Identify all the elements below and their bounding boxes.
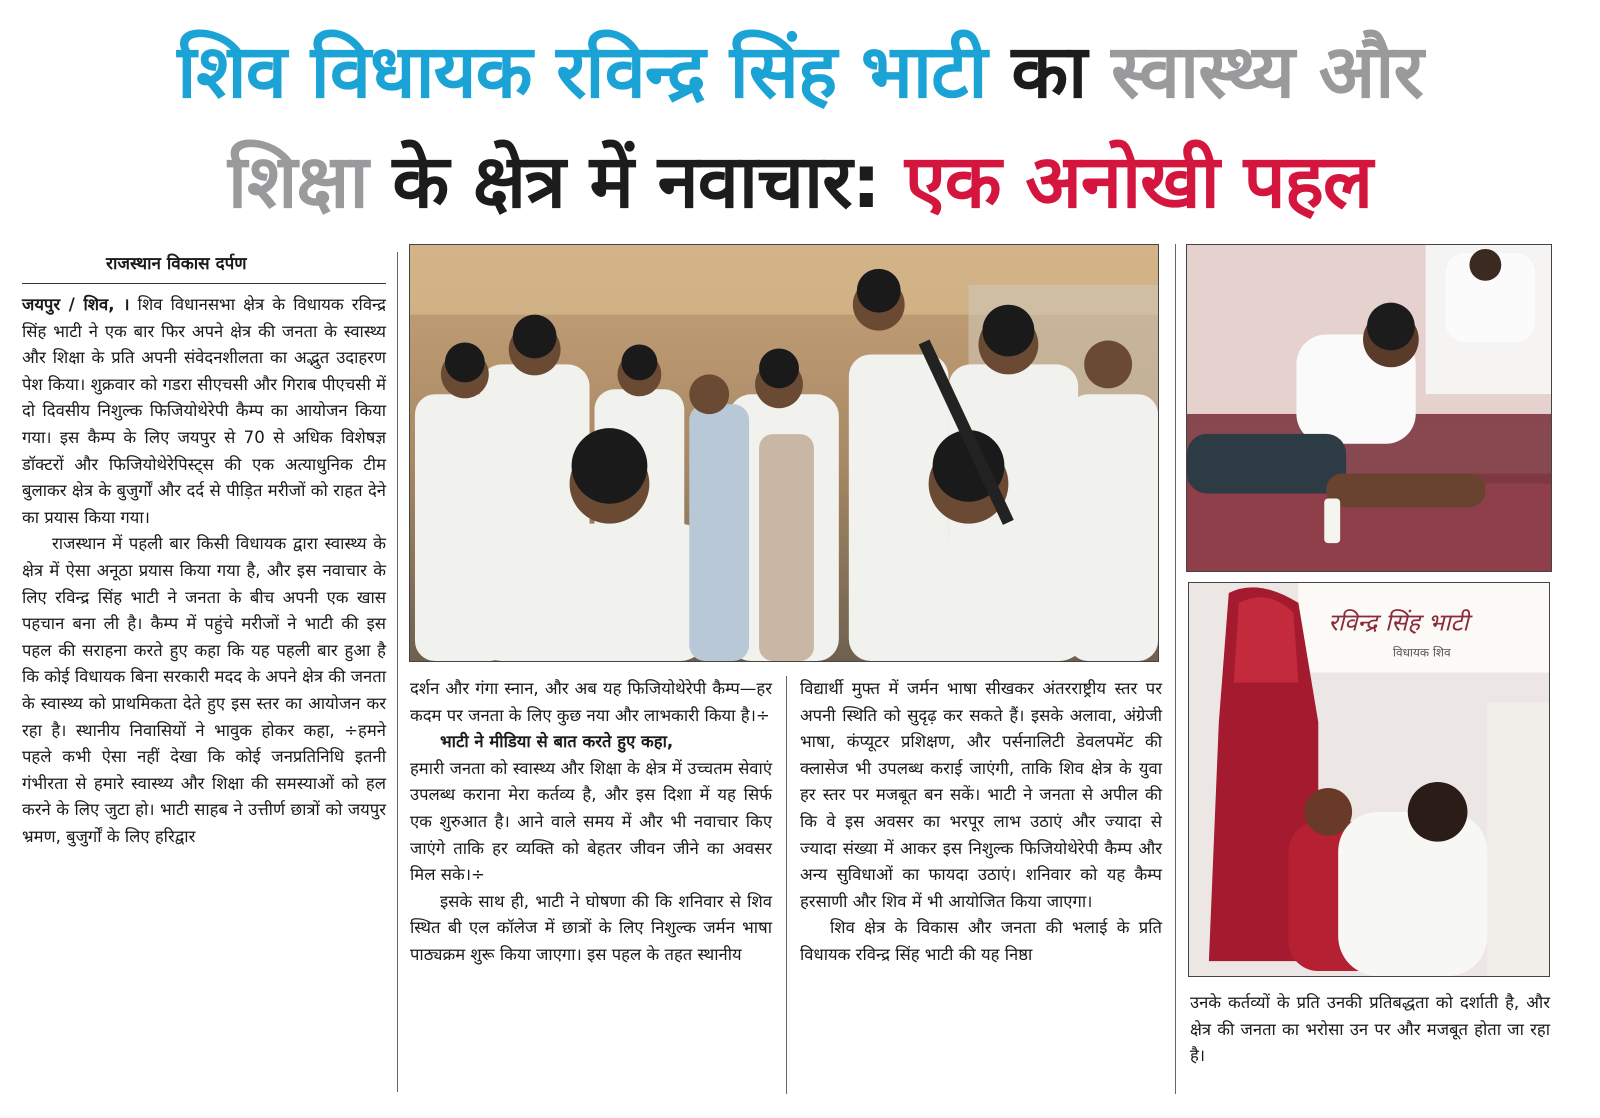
headline-line-1 [0, 22, 1600, 122]
article-column-3 [800, 676, 1162, 1096]
physiotherapy-illustration [1187, 245, 1551, 571]
headline-line-2 [0, 132, 1600, 232]
article-paragraph [22, 292, 386, 531]
headline-part-gray: स्वास्थ्य और [1111, 29, 1423, 115]
article-paragraph: इसके साथ ही, भाटी ने घोषणा की कि शनिवार से शिव स्थित बी एल कॉलेज में छात्रों के लिए निशुल्क जर्मन भाषा पाठ्यक्रम शुरू किया जाएगा। इस पहल के तहत स्थानीय [410, 891, 772, 964]
headline-part-red: एक अनोखी पहल [904, 139, 1373, 225]
article-paragraph: शिव क्षेत्र के विकास और जनता की भलाई के प्रति विधायक रविन्द्र सिंह भाटी की यह निष्ठा [800, 918, 1162, 964]
article-paragraph: विद्यार्थी मुफ्त में जर्मन भाषा सीखकर अंतरराष्ट्रीय स्तर पर अपनी स्थिति को सुदृढ़ कर सकते हैं। इसके अलावा, अंग्रेजी भाषा, कंप्यूटर प्रशिक्षण, और पर्सनालिटी डेवलपमेंट की क्लासेज भी उपलब्ध कराई जाएंगी, ताकि शिव क्षेत्र के युवा हर स्तर पर मजबूत बन सकें। भाटी ने जनता से अपील की कि वे इस अवसर का भरपूर लाभ उठाएं और ज्यादा से ज्यादा संख्या में आकर इस निशुल्क फिजियोथेरेपी कैम्प और अन्य सुविधाओं का फायदा उठाएं। शनिवार को यह कैम्प हरसाणी और शिव में भी आयोजित किया जाएगा। [800, 679, 1162, 911]
quote-subhead: भाटी ने मीडिया से बात करते हुए कहा, [440, 732, 674, 752]
article-paragraph: दर्शन और गंगा स्नान, और अब यह फिजियोथेरेपी कैम्प—हर कदम पर जनता के लिए कुछ नया और लाभकारी किया है।÷ [410, 679, 772, 725]
main-photo-crowd [409, 244, 1159, 662]
headline-part-gray-2: शिक्षा [227, 139, 368, 225]
banner-name-text: रविन्द्र सिंह भाटी [1328, 608, 1469, 637]
byline [22, 250, 386, 284]
banner-title-text: विधायक शिव [1392, 645, 1451, 660]
headline-part-blue: शिव विधायक रविन्द्र सिंह भाटी [177, 29, 987, 115]
article-column-4 [1190, 990, 1550, 1100]
headline-part-black-2: के क्षेत्र में नवाचार: [392, 139, 881, 225]
camp-photo-illustration [1189, 583, 1549, 976]
article-column-1 [22, 292, 386, 1092]
byline-text: राजस्थान विकास दर्पण [106, 254, 247, 274]
column-divider [397, 252, 398, 1092]
column-divider [1175, 244, 1176, 1094]
article-paragraph: उनके कर्तव्यों के प्रति उनकी प्रतिबद्धता को दर्शाती है, और क्षेत्र की जनता का भरोसा उन पर और मजबूत होता जा रहा है। [1190, 993, 1550, 1066]
article-paragraph: हमारी जनता को स्वास्थ्य और शिक्षा के क्षेत्र में उच्चतम सेवाएं उपलब्ध कराना मेरा कर्तव्य है, और इस दिशा में यह सिर्फ एक शुरुआत है। आने वाले समय में और भी नवाचार किए जाएंगे ताकि हर व्यक्ति को बेहतर जीवन जीने का अवसर मिल सके।÷ [410, 758, 772, 885]
article-paragraph: राजस्थान में पहली बार किसी विधायक द्वारा स्वास्थ्य के क्षेत्र में ऐसा अनूठा प्रयास किया गया है, और इस नवाचार के लिए रविन्द्र सिंह भाटी ने जनता के बीच अपनी एक खास पहचान बना ली है। कैम्प में पहुंचे मरीजों ने भाटी की इस पहल की सराहना करते हुए कहा कि यह पहली बार हुआ है कि कोई विधायक बिना सरकारी मदद के अपने क्षेत्र की जनता के स्वास्थ्य को प्राथमिकता देते हुए इस स्तर का आयोजन कर रहा है। स्थानीय निवासियों ने भावुक होकर कहा, ÷हमने पहले कभी ऐसा नहीं देखा कि कोई जनप्रतिनिधि इतनी गंभीरता से हमारे स्वास्थ्य और शिक्षा की समस्याओं को हल करने के लिए जुटा हो। भाटी साहब ने उत्तीर्ण छात्रों को जयपुर भ्रमण, बुजुर्गों के लिए हरिद्वार [22, 534, 386, 846]
article-column-2 [410, 676, 772, 1096]
crowd-photo-illustration [410, 245, 1158, 661]
headline [0, 0, 1600, 238]
camp-banner-photo [1188, 582, 1550, 977]
physiotherapy-photo [1186, 244, 1552, 572]
dateline: जयपुर / शिव, । [22, 295, 130, 314]
headline-part-black: का [1011, 29, 1087, 115]
paragraph-text: शिव विधानसभा क्षेत्र के विधायक रविन्द्र सिंह भाटी ने एक बार फिर अपने क्षेत्र की जनता के स्वास्थ्य और शिक्षा के प्रति अपनी संवेदनशीलता का अद्भुत उदाहरण पेश किया। शुक्रवार को गडरा सीएचसी और गिराब पीएचसी में दो दिवसीय निशुल्क फिजियोथेरेपी कैम्प का आयोजन किया गया। इस कैम्प के लिए जयपुर से 70 से अधिक विशेषज्ञ डॉक्टरों और फिजियोथेरेपिस्ट्स की एक अत्याधुनिक टीम बुलाकर क्षेत्र के बुजुर्गों और दर्द से पीड़ित मरीजों को राहत देने का प्रयास किया गया। [22, 295, 386, 527]
column-divider [786, 676, 787, 1094]
